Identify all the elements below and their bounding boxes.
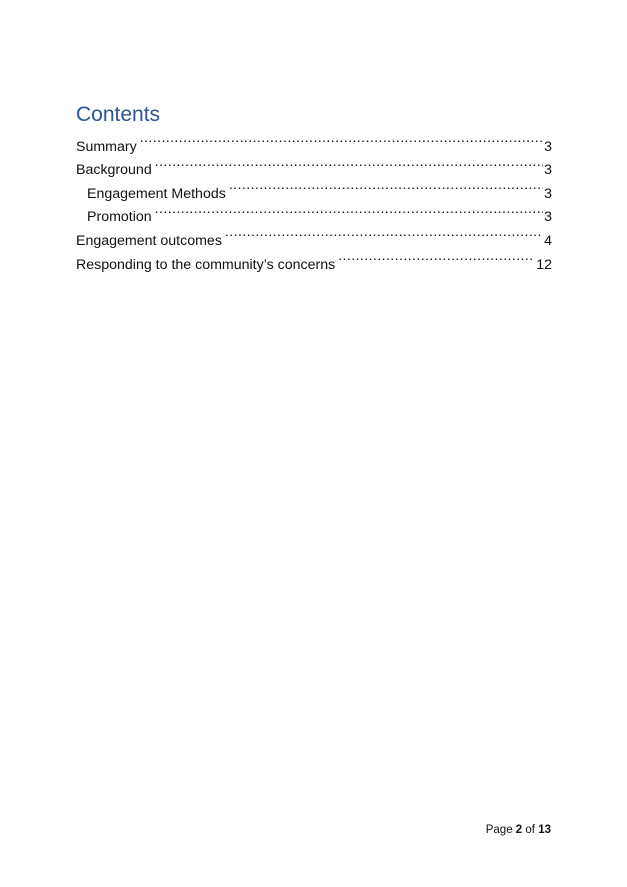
toc-dot-leader [155, 198, 543, 222]
toc-entry[interactable] [76, 151, 552, 179]
toc-entry-page: 3 [544, 209, 552, 226]
footer-current-page: 2 [515, 824, 523, 836]
toc-dot-leader [155, 151, 543, 175]
table-of-contents [76, 127, 552, 273]
toc-entry-title[interactable]: Engagement outcomes [76, 232, 222, 249]
footer-of-word: of [525, 824, 535, 836]
toc-dot-leader [229, 174, 543, 198]
page-footer [486, 822, 551, 838]
toc-entry-page: 3 [544, 162, 552, 179]
footer-page-word: Page [485, 824, 513, 836]
toc-entry-page: 12 [536, 256, 552, 273]
toc-dot-leader [338, 245, 535, 269]
toc-entry-title[interactable]: Engagement Methods [87, 185, 226, 202]
toc-heading: Contents [76, 103, 161, 126]
toc-entry[interactable] [76, 127, 552, 155]
toc-dot-leader [225, 221, 543, 245]
toc-entry-title[interactable]: Summary [76, 138, 137, 155]
toc-entry-page: 3 [544, 185, 552, 202]
toc-dot-leader [140, 127, 543, 151]
toc-entry-page: 4 [544, 232, 552, 249]
toc-entry-title[interactable]: Background [76, 162, 152, 179]
footer-total-pages: 13 [538, 824, 551, 836]
toc-entry-page: 3 [544, 138, 552, 155]
toc-entry-title[interactable]: Promotion [87, 209, 152, 226]
toc-entry-title[interactable]: Responding to the community’s concerns [76, 256, 336, 273]
